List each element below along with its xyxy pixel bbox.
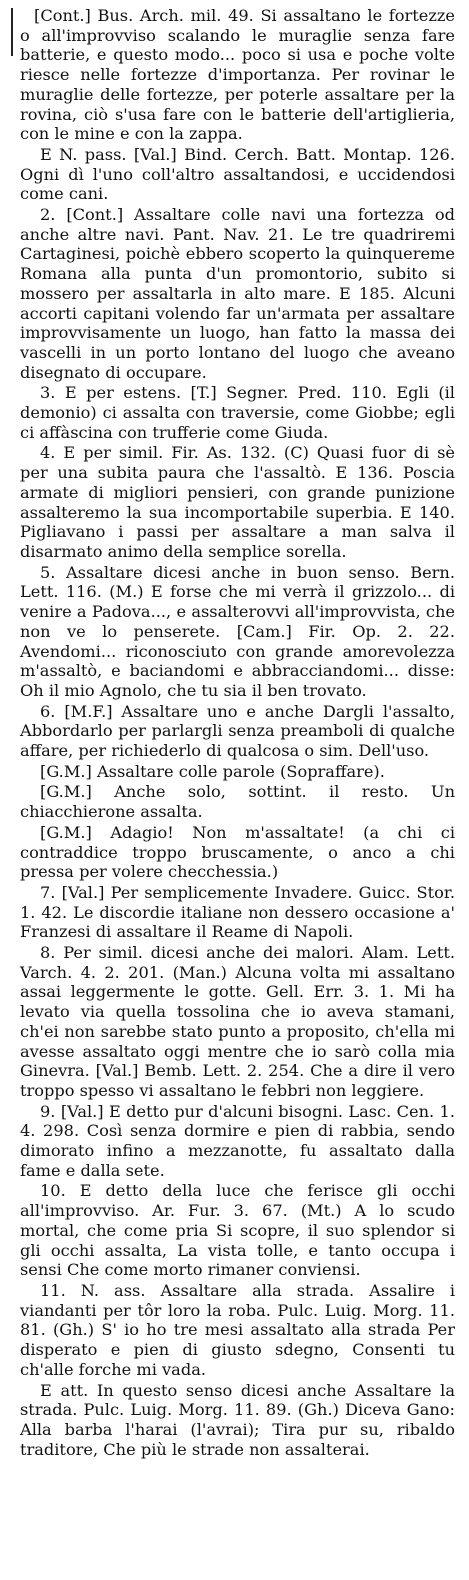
- entry-paragraph-6: 5. Assaltare dicesi anche in buon senso. Bern. Lett. 116. (M.) E forse che mi verrà il grizzolo... di venire a Padova..., e assalterovvi all'improvvista, che non ve lo penserete. [Cam.] Fir. Op. 2. 22. Avendomi... riconosciuto con grande amorevolezza m'assaltò, e baciandomi e abbracciandomi... disse: Oh il mio Agnolo, che tu sia il ben trovato.: [20, 562, 455, 700]
- entry-paragraph-12: 8. Per simil. dicesi anche dei malori. Alam. Lett. Varch. 4. 2. 201. (Man.) Alcuna volta mi assaltano assai leggermente le gotte. Gell. Err. 3. 1. Mi ha levato via quella tossolina che io aveva stamani, ch'ei non sarebbe stato punto a proposito, ch'ella mi avesse assaltato oggi mentre che io sarò colla mia Ginevra. [Val.] Bemb. Lett. 2. 254. Che a dire il vero troppo spesso vi assaltano le febbri non leggiere.: [20, 943, 455, 1100]
- entry-paragraph-2: E N. pass. [Val.] Bind. Cerch. Batt. Montap. 126. Ogni dì l'uno coll'altro assaltandosi, e uccidendosi come cani.: [20, 144, 455, 204]
- entry-paragraph-3: 2. [Cont.] Assaltare colle navi una fortezza od anche altre navi. Pant. Nav. 21. Le tre quadriremi Cartaginesi, poichè ebbero scoperto la quinquereme Romana alla punta d'un promontorio, subito si mossero per assaltarla in alto mare. E 185. Alcuni accorti capitani volendo far un'armata per assaltare improvvisamente un luogo, han fatto la massa dei vascelli in un porto lontano del luogo che aveano disegnato di occupare.: [20, 205, 455, 382]
- entry-paragraph-4: 3. E per estens. [T.] Segner. Pred. 110. Egli (il demonio) ci assalta con traversie, come Giobbe; egli ci affàscina con trufferie come Giuda.: [20, 383, 455, 442]
- entry-paragraph-14: 10. E detto della luce che ferisce gli occhi all'improvviso. Ar. Fur. 3. 67. (Mt.) A lo scudo mortal, che come pria Si scopre, il suo splendor si gli occhi assalta, La vista tolle, e tanto occupa i sensi Che come morto rimaner conviensi.: [20, 1181, 455, 1280]
- entry-paragraph-15: 11. N. ass. Assaltare alla strada. Assalire i viandanti per tôr loro la roba. Pulc. Luig. Morg. 11. 81. (Gh.) S' io ho tre mesi assaltato alla strada Per disperato e pien di giusto sdegno, Consenti tu ch'alle forche mi vada.: [20, 1281, 455, 1379]
- entry-paragraph-9: [G.M.] Anche solo, sottint. il resto. Un chiacchierone assalta.: [20, 782, 455, 822]
- entry-paragraph-1: [Cont.] Bus. Arch. mil. 49. Si assaltano le fortezze o all'improvviso scalando le muraglie senza fare batterie, e questo modo... poco si usa e poche volte riesce nelle fortezze d'importanza. Per rovinar le muraglie delle fortezze, per poterle assaltare per la rovina, ciò s'usa fare con le batterie dell'artiglieria, con le mine e con la zappa.: [20, 6, 455, 144]
- entry-paragraph-16: E att. In questo senso dicesi anche Assaltare la strada. Pulc. Luig. Morg. 11. 89. (Gh.) Diceva Gano: Alla barba l'harai (l'avrai); Tira pur su, ribaldo traditore, Che più le strade non assalterai.: [20, 1380, 455, 1459]
- entry-paragraph-11: 7. [Val.] Per semplicemente Invadere. Guicc. Stor. 1. 42. Le discordie italiane non dessero occasione a' Franzesi di assaltare il Reame di Napoli.: [20, 882, 455, 942]
- entry-paragraph-8: [G.M.] Assaltare colle parole (Sopraffare).: [40, 761, 385, 781]
- margin-rule: [11, 8, 13, 56]
- entry-paragraph-10: [G.M.] Adagio! Non m'assaltate! (a chi ci contraddice troppo bruscamente, o anco a chi pressa per volere checchessia.): [20, 822, 455, 882]
- entry-paragraph-7: 6. [M.F.] Assaltare uno e anche Dargli l'assalto, Abbordarlo per parlargli senza preamboli di qualche affare, per richiederlo di qualcosa o sim. Dell'uso.: [20, 701, 455, 761]
- entry-paragraph-13: 9. [Val.] E detto pur d'alcuni bisogni. Lasc. Cen. 1. 4. 298. Così senza dormire e pien di rabbia, sendo dimorato infino a mezzanotte, fu assaltato dalla fame e dalla sete.: [20, 1101, 455, 1180]
- entry-paragraph-5: 4. E per simil. Fir. As. 132. (C) Quasi fuor di sè per una subita paura che l'assaltò. E 136. Poscia armate di migliori pensieri, con grande punizione assalteremo la sua incomportabile superbia. E 140. Pigliavano i passi per assaltare a man salva il disarmato animo della semplice sorella.: [20, 443, 455, 561]
